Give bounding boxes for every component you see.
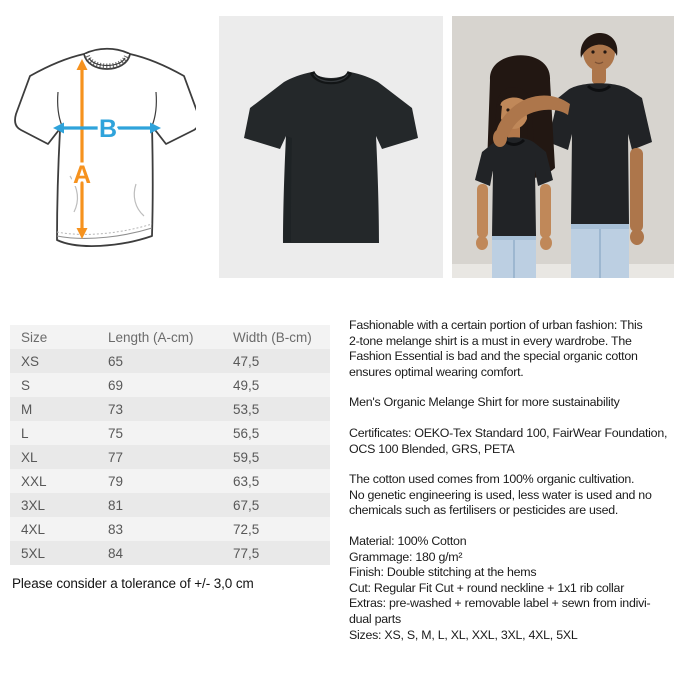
woman-left-hand	[476, 236, 488, 250]
flat-shirt-illustration	[219, 16, 443, 278]
size-table	[10, 325, 330, 565]
table-cell: XS	[21, 353, 40, 369]
table-cell: 67,5	[233, 497, 260, 513]
table-cell: 56,5	[233, 425, 260, 441]
table-cell: XXL	[21, 473, 47, 489]
product-photo-flat	[219, 16, 443, 278]
table-cell: L	[21, 425, 29, 441]
description-paragraph: The cotton used comes from 100% organic cultivation. No genetic engineering is used, less water is used and no chemicals such as fertilisers or pesticides are used.	[349, 472, 652, 518]
table-cell: 47,5	[233, 353, 260, 369]
table-row	[10, 397, 330, 421]
table-cell: 77,5	[233, 545, 260, 561]
column-header: Length (A-cm)	[108, 329, 194, 345]
table-cell: 84	[108, 545, 124, 561]
table-cell: 53,5	[233, 401, 260, 417]
table-cell: 81	[108, 497, 124, 513]
size-table-section	[10, 325, 330, 565]
models-photo	[452, 16, 674, 278]
table-cell: S	[21, 377, 31, 393]
table-cell: 4XL	[21, 521, 46, 537]
man-eye	[591, 50, 594, 53]
table-cell: 59,5	[233, 449, 260, 465]
models-illustration	[452, 16, 674, 278]
description-paragraph: Fashionable with a certain portion of urban fashion: This 2-tone melange shirt is a must in every wardrobe. The Fashion Essential is bad and the special organic cotton ensures optimal wearing comfort.	[349, 318, 643, 379]
table-row	[10, 469, 330, 493]
man-jeans-waistband	[571, 224, 629, 229]
table-cell: 73	[108, 401, 124, 417]
width-label-b: B	[98, 115, 118, 143]
table-row	[10, 541, 330, 565]
description-paragraph: Men's Organic Melange Shirt for more sustainability	[349, 395, 620, 410]
description-paragraph: Material: 100% Cotton Grammage: 180 g/m² Finish: Double stitching at the hems Cut: Regular Fit Cut + round neckline + 1x1 rib collar Extras: pre-washed + removable label + sewn from indivi- dual parts Sizes: XS, S, M, L, XL, XXL, 3XL, 4XL, 5XL	[349, 533, 651, 642]
table-cell: 79	[108, 473, 124, 489]
description-paragraph: Certificates: OEKO-Tex Standard 100, FairWear Foundation, OCS 100 Blended, GRS, PETA	[349, 425, 668, 456]
table-row	[10, 493, 330, 517]
woman-left-arm	[477, 184, 488, 238]
man-right-arm	[630, 148, 643, 232]
woman-jeans-waistband	[492, 236, 536, 240]
woman-right-arm	[540, 184, 551, 238]
table-cell: 63,5	[233, 473, 260, 489]
column-header: Size	[21, 329, 48, 345]
product-description	[349, 318, 681, 658]
table-header-row	[10, 325, 330, 349]
tshirt-outline	[15, 49, 196, 246]
table-cell: M	[21, 401, 33, 417]
man-left-hand-on-shoulder	[493, 129, 507, 147]
table-cell: 72,5	[233, 521, 260, 537]
column-header: Width (B-cm)	[233, 329, 312, 345]
table-cell: 77	[108, 449, 124, 465]
table-cell: 49,5	[233, 377, 260, 393]
table-row	[10, 421, 330, 445]
table-cell: 3XL	[21, 497, 46, 513]
studio-floor	[452, 264, 674, 278]
man-eye	[603, 50, 606, 53]
table-cell: 65	[108, 353, 124, 369]
table-row	[10, 445, 330, 469]
table-row	[10, 373, 330, 397]
size-measurement-diagram	[8, 18, 196, 258]
table-cell: 69	[108, 377, 124, 393]
woman-right-hand	[540, 236, 552, 250]
table-row	[10, 517, 330, 541]
table-row	[10, 349, 330, 373]
table-cell: 75	[108, 425, 124, 441]
table-cell: XL	[21, 449, 38, 465]
tshirt-measure-illustration	[8, 18, 196, 258]
table-cell: 83	[108, 521, 124, 537]
table-cell: 5XL	[21, 545, 46, 561]
man-right-hand	[630, 229, 644, 245]
length-label-a: A	[72, 161, 92, 189]
tolerance-note: Please consider a tolerance of +/- 3,0 cm	[12, 576, 254, 591]
size-table-body	[10, 349, 330, 565]
